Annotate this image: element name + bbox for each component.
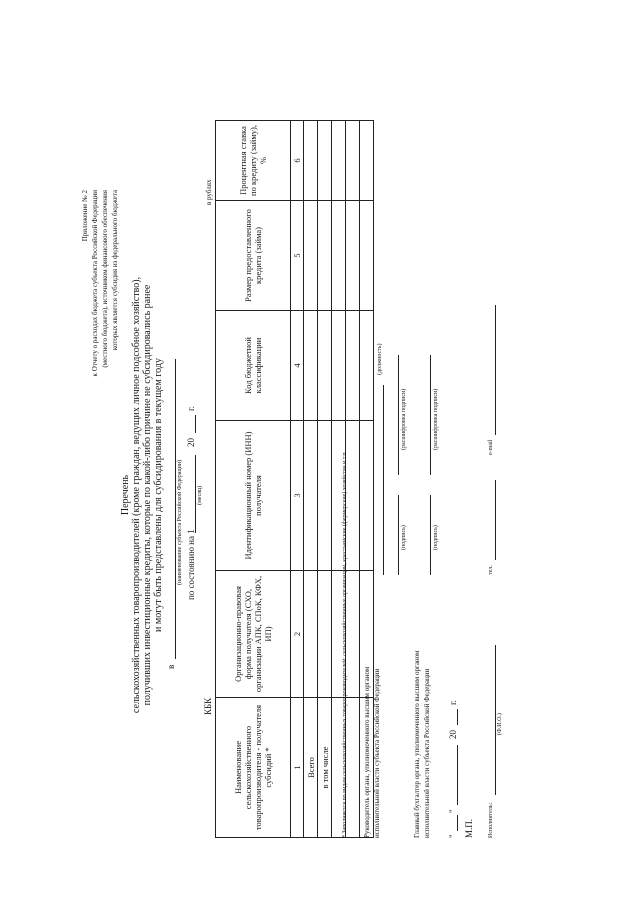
document-title <box>120 225 164 765</box>
date-close-quote: " <box>448 809 458 813</box>
as-of-label: по состоянию на 1 <box>186 529 196 600</box>
annex-line: (местного бюджета), источником финансового обеспечения <box>101 190 109 368</box>
position-caption: (должность) <box>377 343 383 375</box>
accountant-title-line: Главный бухгалтер органа, уполномоченного высшим органом <box>413 650 421 838</box>
annex-line: Приложение № 2 <box>81 190 89 242</box>
column-number: 5 <box>291 201 304 311</box>
table-header-row <box>216 121 291 838</box>
year-blank <box>195 415 196 433</box>
fio-caption: (Ф.И.О.) <box>497 713 503 735</box>
date-year-prefix: 20 <box>448 730 458 739</box>
signature-caption: (подпись) <box>401 525 407 550</box>
head-decoding-blank <box>398 355 399 475</box>
header-cell-legal-form: Организационно-правовая форма получателя (СХО, организации АПК, СПоК, КФХ, ИП) <box>216 571 291 698</box>
including-row <box>318 121 332 838</box>
header-cell-name: Наименование сельскохозяйственного товаропроизводителя - получателя субсидий * <box>216 698 291 838</box>
executor-label: Исполнитель: <box>488 802 494 838</box>
title-line: и могут быть представлены для субсидирования в текущем году <box>153 358 164 632</box>
head-signature-blank <box>398 495 399 575</box>
column-number-row <box>291 121 304 838</box>
head-position-blank <box>383 385 384 575</box>
annex-line: к Отчету о расходах бюджета субъекта Российской Федерации <box>91 190 99 377</box>
date-year-suffix: г. <box>448 700 458 705</box>
title-line: получивших инвестиционные кредиты, которые по какой-либо причине не субсидировались ранее <box>142 284 153 706</box>
signature-caption: (подпись) <box>433 525 439 550</box>
title-line: сельскохозяйственных товаропроизводителей (кроме граждан, ведущих личное подсобное хозяйство), <box>131 276 142 714</box>
in-prefix: в <box>166 664 176 669</box>
date-day-blank <box>457 815 458 831</box>
header-cell-budget-code: Код бюджетной классификации <box>216 311 291 421</box>
phone-blank <box>495 480 496 560</box>
date-month-blank <box>457 745 458 805</box>
including-label: в том числе <box>318 698 332 838</box>
annex-line: которых является субсидия из федерального бюджета <box>111 190 119 351</box>
kbk-label: КБК <box>203 697 213 715</box>
date-year-blank <box>457 709 458 725</box>
subject-blank <box>175 359 176 659</box>
head-title-line: исполнительной власти субъекта Российской Федерации <box>373 668 381 838</box>
year-suffix: г. <box>186 406 196 411</box>
column-number: 1 <box>291 698 304 838</box>
column-number: 4 <box>291 311 304 421</box>
accountant-signature-blank <box>430 495 431 575</box>
annex-header <box>80 190 120 905</box>
units-label: в рублях <box>205 179 213 205</box>
column-number: 2 <box>291 571 304 698</box>
date-open-quote: " <box>448 834 458 838</box>
month-blank <box>195 455 196 533</box>
header-cell-credit-amount: Размер предоставленного кредита (займа) <box>216 201 291 311</box>
email-label: e-mail <box>488 439 494 455</box>
decoding-caption: (расшифровка подписи) <box>401 388 407 450</box>
subject-caption: (наименование субъекта Российской Федерации) <box>177 459 183 585</box>
credits-table <box>215 120 374 838</box>
year-prefix: 20 <box>186 438 196 447</box>
phone-label: тел. <box>488 565 494 575</box>
column-number: 6 <box>291 121 304 201</box>
month-caption: (месяц) <box>197 485 203 505</box>
title-line: Перечень <box>120 474 131 516</box>
stamp-label: М.П. <box>464 818 474 838</box>
header-cell-inn: Идентификационный номер (ИНН) получателя <box>216 421 291 571</box>
total-row <box>304 121 318 838</box>
executor-blank <box>495 645 496 795</box>
decoding-caption: (расшифровка подписи) <box>433 388 439 450</box>
accountant-title <box>412 651 432 838</box>
total-label: Всего <box>304 698 318 838</box>
head-title-line: Руководитель органа, уполномоченного высшим органом <box>363 666 371 838</box>
column-number: 3 <box>291 421 304 571</box>
head-title <box>362 667 382 838</box>
email-blank <box>495 305 496 435</box>
header-cell-interest-rate: Процентная ставка по кредиту (займу), % <box>216 121 291 201</box>
footnote: * Заполняется по видам сельскохозяйственных товаропроизводителей: сельскохозяйственные организации, крестьянские (фермерские) хозяйства и т.п. <box>342 450 348 838</box>
accountant-decoding-blank <box>430 355 431 475</box>
accountant-title-line: исполнительной власти субъекта Российской Федерации <box>423 668 431 838</box>
